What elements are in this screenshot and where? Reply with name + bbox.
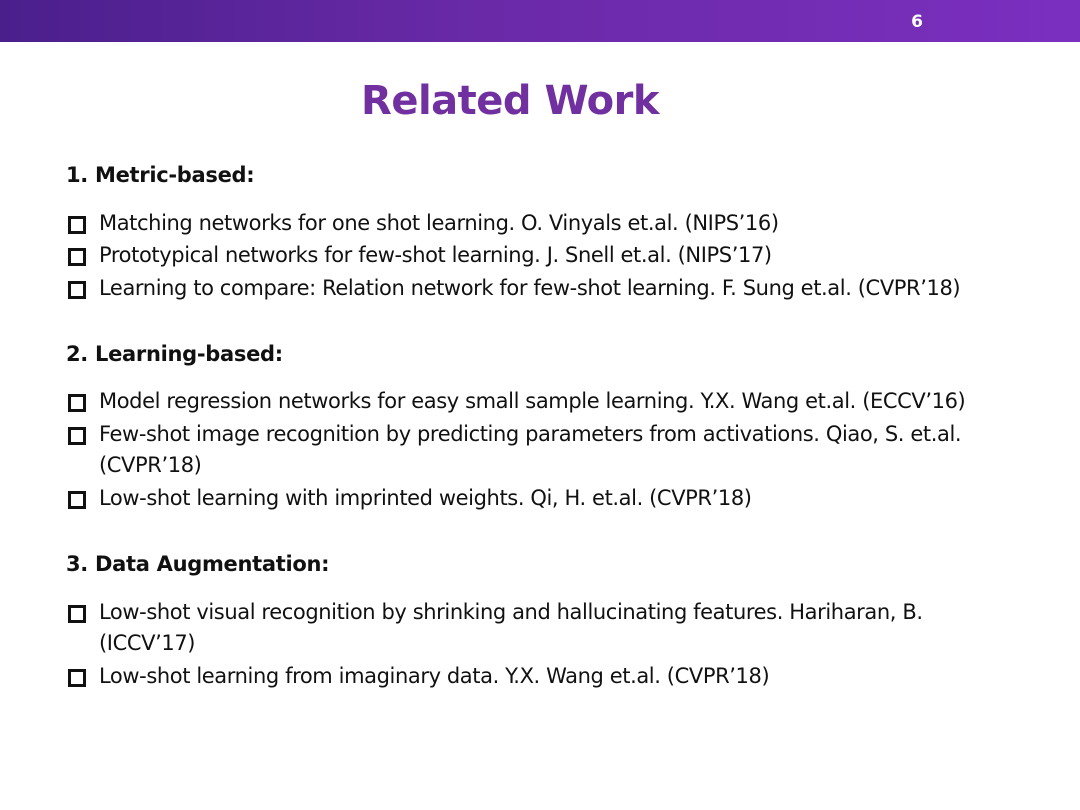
section-heading-learning-based: 2. Learning-based: — [66, 342, 283, 366]
section-heading-metric-based: 1. Metric-based: — [66, 163, 255, 187]
reference-text: Few-shot image recognition by predicting parameters from activations. Qiao, S. et.al. — [99, 422, 962, 446]
reference-text-continued: (ICCV’17) — [99, 631, 196, 655]
checkbox-bullet-icon — [68, 394, 86, 412]
reference-text: Learning to compare: Relation network for few-shot learning. F. Sung et.al. (CVPR’18) — [99, 276, 961, 300]
checkbox-bullet-icon — [68, 216, 86, 234]
checkbox-bullet-icon — [68, 669, 86, 687]
section-heading-data-augmentation: 3. Data Augmentation: — [66, 552, 330, 576]
checkbox-bullet-icon — [68, 491, 86, 509]
reference-text: Matching networks for one shot learning. O. Vinyals et.al. (NIPS’16) — [99, 211, 779, 235]
checkbox-bullet-icon — [68, 281, 86, 299]
slide-title: Related Work — [361, 78, 659, 124]
header-band — [0, 0, 1080, 42]
page-number: 6 — [911, 12, 923, 32]
reference-text: Low-shot learning from imaginary data. Y.X. Wang et.al. (CVPR’18) — [99, 664, 770, 688]
reference-text: Model regression networks for easy small sample learning. Y.X. Wang et.al. (ECCV’16) — [99, 389, 966, 413]
checkbox-bullet-icon — [68, 427, 86, 445]
list-item — [66, 661, 1046, 692]
list-item — [66, 483, 1046, 514]
list-item — [66, 386, 1046, 417]
list-item — [66, 208, 1046, 239]
list-item — [66, 597, 1046, 659]
reference-text: Low-shot visual recognition by shrinking and hallucinating features. Hariharan, B. — [99, 600, 923, 624]
reference-text-continued: (CVPR’18) — [99, 453, 202, 477]
checkbox-bullet-icon — [68, 605, 86, 623]
reference-text: Prototypical networks for few-shot learning. J. Snell et.al. (NIPS’17) — [99, 243, 772, 267]
list-item — [66, 273, 1046, 304]
reference-text: Low-shot learning with imprinted weights. Qi, H. et.al. (CVPR’18) — [99, 486, 752, 510]
list-item — [66, 240, 1046, 271]
list-item — [66, 419, 1046, 481]
checkbox-bullet-icon — [68, 248, 86, 266]
